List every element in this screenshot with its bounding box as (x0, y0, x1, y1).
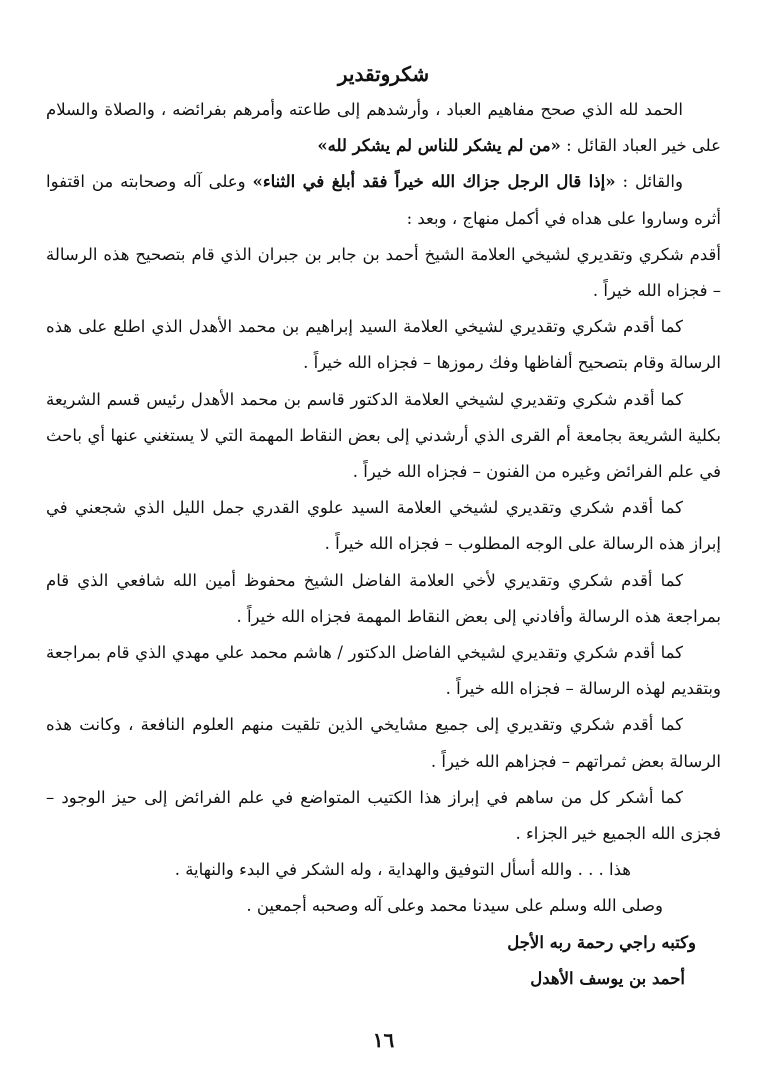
signature-line: وكتبه راجي رحمة ربه الأجل (507, 932, 696, 952)
thanks-paragraph: كما أقدم شكري وتقديري لشيخي العلامة السيد علوي القدري جمل الليل الذي شجعني في إبراز هذه الرسالة على الوجه المطلوب – فجزاه الله خيراً . (46, 498, 721, 554)
page-number: ١٦ (372, 1028, 395, 1052)
thanks-paragraph: كما أقدم شكري وتقديري لأخي العلامة الفاضل الشيخ محفوظ أمين الله شافعي الذي قام بمراجعة هذه الرسالة وأفادني إلى بعض النقاط المهمة فجزاه الله خيراً . (46, 570, 721, 626)
thanks-paragraph: كما أقدم شكري وتقديري لشيخي العلامة السيد إبراهيم بن محمد الأهدل الذي اطلع على هذه الرسالة وقام بتصحيح ألفاظها وفك رموزها – فجزاه الله خيراً . (46, 317, 721, 373)
intro-paragraph (46, 92, 721, 164)
thanks-paragraph: كما أقدم شكري وتقديري لشيخي الفاضل الدكتور / هاشم محمد علي مهدي الذي قام بمراجعة وبتقديم لهذه الرسالة – فجزاه الله خيراً . (46, 643, 721, 699)
thanks-paragraph: كما أقدم شكري وتقديري لشيخي العلامة الدكتور قاسم بن محمد الأهدل رئيس قسم الشريعة بكلية الشريعة بجامعة أم القرى الذي أرشدني إلى بعض النقاط المهمة التي لا يستغني عنها أي باحث في علم الفرائض وغيره من الفنون – فجزاه الله خيراً . (46, 389, 721, 482)
hadith-quote: «من لم يشكر للناس لم يشكر لله» (317, 136, 561, 156)
thanks-paragraph: كما أشكر كل من ساهم في إبراز هذا الكتيب المتواضع في علم الفرائض إلى حيز الوجود – فجزى الله الجميع خير الجزاء . (46, 787, 721, 844)
closing-line: وصلى الله وسلم على سيدنا محمد وعلى آله وصحبه أجمعين . (246, 896, 663, 916)
intro-paragraph-2 (46, 164, 721, 236)
page-body (46, 92, 721, 997)
page-title: شكروتقدير (337, 62, 430, 86)
thanks-paragraph: أقدم شكري وتقديري لشيخي العلامة الشيخ أحمد بن جابر بن جبران الذي قام بتصحيح هذه الرسالة – فجزاه الله خيراً . (46, 244, 721, 301)
intro-text-2-end: وعلى آله وصحابته من اقتفوا أثره وساروا على هداه في أكمل منهاج ، وبعد : (46, 172, 721, 228)
author-name: أحمد بن يوسف الأهدل (530, 968, 685, 988)
intro-text-2-start: والقائل : (622, 172, 683, 192)
closing-line: هذا . . . والله أسأل التوفيق والهداية ، وله الشكر في البدء والنهاية . (174, 860, 631, 880)
intro-text: الحمد لله الذي صحح مفاهيم العباد ، وأرشدهم إلى طاعته وأمرهم بفرائضه ، والصلاة والسلام على خير العباد القائل : (46, 100, 721, 156)
thanks-paragraph: كما أقدم شكري وتقديري إلى جميع مشايخي الذين تلقيت منهم العلوم النافعة ، وكانت هذه الرسالة بعض ثمراتهم – فجزاهم الله خيراً . (46, 715, 721, 771)
hadith-quote-2: «إذا قال الرجل جزاك الله خيراً فقد أبلغ في الثناء» (252, 172, 616, 192)
